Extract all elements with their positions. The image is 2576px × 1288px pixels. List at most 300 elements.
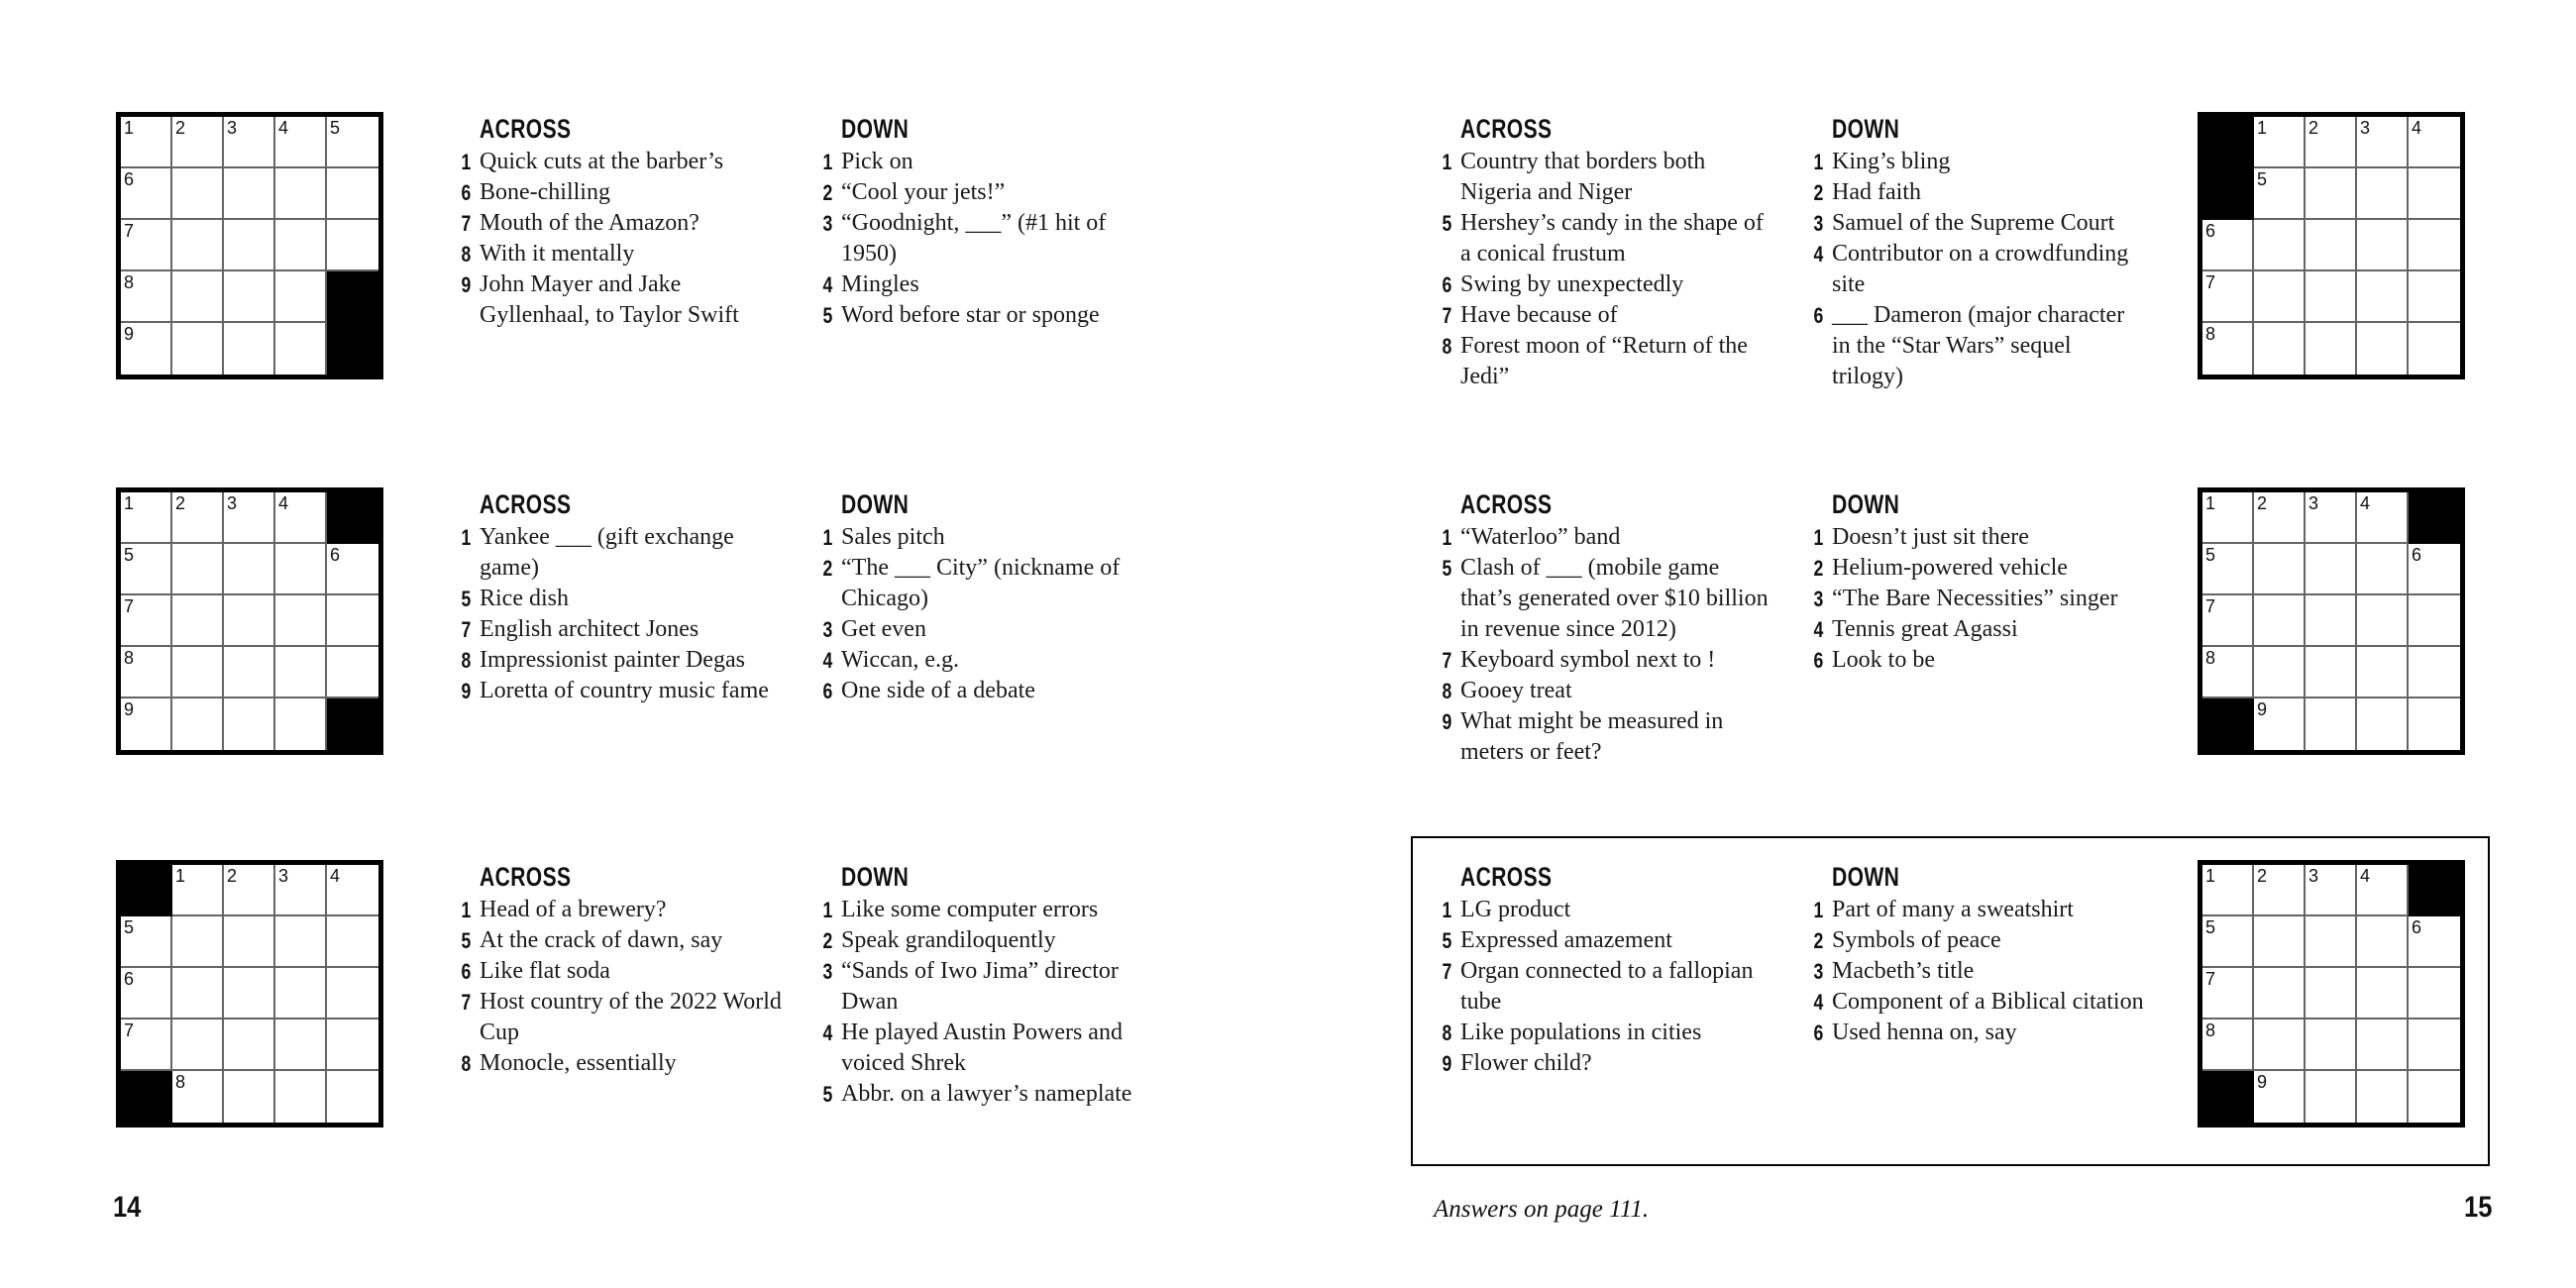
grid-cell <box>2202 647 2254 698</box>
grid-cell <box>2306 865 2357 916</box>
clue-number-text: 8 <box>1442 1020 1451 1045</box>
clue <box>1427 269 1775 300</box>
clue-number-text: 2 <box>1813 928 1823 953</box>
cell-number: 3 <box>2308 866 2319 886</box>
grid-cell <box>121 168 172 220</box>
cell-number: 7 <box>2205 272 2216 292</box>
grid-cell <box>2254 968 2306 1020</box>
clue <box>807 645 1156 676</box>
cell-number: 2 <box>175 493 186 513</box>
clue-number-text: 1 <box>1813 898 1823 922</box>
clue-number-text: 9 <box>1442 709 1451 734</box>
clue-text: Component of a Biblical citation <box>1832 989 2144 1015</box>
clue-number-text: 7 <box>461 617 471 642</box>
across-heading <box>1460 862 1775 892</box>
clue-text: Like some computer errors <box>841 897 1099 922</box>
clue-number-text: 4 <box>822 1020 832 1045</box>
clue-number <box>446 584 471 614</box>
clue-text: Host country of the 2022 World Cup <box>480 989 782 1045</box>
grid-cell <box>2357 117 2409 168</box>
clue-number <box>1798 300 1823 392</box>
down-clues-puzzle-1 <box>807 114 1156 331</box>
clue-text: “The Bare Necessities” singer <box>1832 586 2118 611</box>
clue <box>807 956 1156 1018</box>
grid-cell <box>172 492 224 544</box>
clue-number-text: 5 <box>461 587 471 611</box>
clue-number <box>446 676 471 706</box>
clue <box>1427 1018 1775 1048</box>
clue <box>1427 522 1775 553</box>
grid-cell <box>2357 220 2409 271</box>
black-square <box>2409 865 2460 916</box>
clue-number <box>1798 239 1823 300</box>
clue-number <box>1798 177 1823 208</box>
clue <box>807 269 1156 300</box>
clue-text: Rice dish <box>480 586 569 611</box>
clue-number <box>446 147 471 177</box>
grid-cell <box>2409 271 2460 323</box>
grid-cell <box>172 865 224 916</box>
clue-number <box>446 1048 471 1079</box>
crossword-grid-puzzle-2 <box>116 487 383 755</box>
clue-number <box>1798 208 1823 239</box>
grid-cell <box>2306 647 2357 698</box>
grid-cell <box>2409 916 2460 968</box>
clue <box>1798 987 2147 1018</box>
across-heading <box>480 114 795 144</box>
clue <box>1798 147 2147 177</box>
clue-number <box>807 553 832 614</box>
clue-number <box>1427 925 1451 956</box>
clue-text: Clash of ___ (mobile game that’s generated over $10 billion in revenue since 2012) <box>1460 555 1769 642</box>
clue-number-text: 4 <box>822 272 832 297</box>
clue-number-text: 1 <box>822 525 832 550</box>
clue-number-text: 3 <box>822 211 832 236</box>
cell-number: 5 <box>2205 545 2216 565</box>
cell-number: 7 <box>124 221 135 241</box>
clue-number-text: 2 <box>822 556 832 581</box>
clue-text: Impressionist painter Degas <box>480 647 745 673</box>
clue-text: Speak grandiloquently <box>841 927 1056 953</box>
grid-cell <box>275 968 327 1020</box>
clue-text: Flower child? <box>1460 1050 1592 1076</box>
down-heading <box>841 862 1156 892</box>
clue-number <box>1427 208 1451 269</box>
clue-text: Keyboard symbol next to ! <box>1460 647 1716 673</box>
clue-number-text: 7 <box>1442 648 1451 673</box>
clue-number <box>1798 956 1823 987</box>
clue-number <box>1798 1018 1823 1048</box>
clue-text: Like flat soda <box>480 958 610 984</box>
clue-number-text: 6 <box>1813 303 1823 328</box>
clue-number-text: 3 <box>1813 587 1823 611</box>
across-heading-label: ACROSS <box>480 489 572 519</box>
clue-text: Contributor on a crowdfunding site <box>1832 241 2129 297</box>
grid-cell <box>2357 168 2409 220</box>
clue-text: “Waterloo” band <box>1460 524 1621 550</box>
clue <box>1798 1018 2147 1048</box>
clue-number <box>807 300 832 331</box>
cell-number: 8 <box>2205 1020 2216 1040</box>
grid-cell <box>2409 647 2460 698</box>
clue-number-text: 5 <box>1442 556 1451 581</box>
cell-number: 3 <box>227 118 238 138</box>
cell-number: 8 <box>124 272 135 292</box>
grid-cell <box>172 698 224 750</box>
clue-text: Sales pitch <box>841 524 945 550</box>
grid-cell <box>2254 117 2306 168</box>
clue-number-text: 4 <box>1813 242 1823 267</box>
across-heading-label: ACROSS <box>480 862 572 892</box>
cell-number: 1 <box>124 118 135 138</box>
across-clues-puzzle-3 <box>446 862 795 1079</box>
cell-number: 1 <box>2205 493 2216 513</box>
clue <box>1427 895 1775 925</box>
grid-cell <box>327 647 378 698</box>
clue-number-text: 3 <box>822 617 832 642</box>
cell-number: 4 <box>278 118 289 138</box>
grid-cell <box>2409 968 2460 1020</box>
grid-cell <box>2254 1071 2306 1123</box>
clue <box>1427 706 1775 768</box>
clue <box>446 676 795 706</box>
down-clues-puzzle-3 <box>807 862 1156 1110</box>
clue <box>1427 1048 1775 1079</box>
grid-cell <box>275 647 327 698</box>
clue-text: Gooey treat <box>1460 678 1572 703</box>
cell-number: 4 <box>2412 118 2422 138</box>
clue-number-text: 4 <box>1813 990 1823 1015</box>
clue-number-text: 6 <box>1442 272 1451 297</box>
clue-number-text: 2 <box>822 928 832 953</box>
grid-cell <box>2357 544 2409 595</box>
clue <box>1798 584 2147 614</box>
clue <box>446 987 795 1048</box>
clue-number <box>446 895 471 925</box>
crossword-grid-puzzle-6 <box>2198 860 2465 1127</box>
grid-cell <box>327 1020 378 1071</box>
grid-cell <box>224 698 275 750</box>
clue-text: Symbols of peace <box>1832 927 2001 953</box>
grid-cell <box>2254 595 2306 647</box>
grid-cell <box>2306 117 2357 168</box>
clue-number <box>1427 147 1451 208</box>
clue <box>807 553 1156 614</box>
clue <box>1798 300 2147 392</box>
black-square <box>2202 1071 2254 1123</box>
cell-number: 7 <box>2205 969 2216 989</box>
clue-text: Expressed amazement <box>1460 927 1672 953</box>
clue-number-text: 5 <box>1442 928 1451 953</box>
cell-number: 6 <box>124 169 135 189</box>
clue-number <box>807 645 832 676</box>
grid-cell <box>275 492 327 544</box>
grid-cell <box>327 544 378 595</box>
clue <box>807 522 1156 553</box>
down-heading <box>1832 862 2147 892</box>
cell-number: 1 <box>124 493 135 513</box>
down-heading-label: DOWN <box>1832 114 1900 144</box>
clue-number <box>446 239 471 269</box>
clue-text: At the crack of dawn, say <box>480 927 723 953</box>
across-heading <box>1460 114 1775 144</box>
clue-number <box>807 1079 832 1110</box>
clue-number <box>1427 645 1451 676</box>
clue-number <box>446 645 471 676</box>
clue-number <box>1427 1018 1451 1048</box>
clue-text: “Cool your jets!” <box>841 179 1006 205</box>
clue-text: Word before star or sponge <box>841 302 1100 328</box>
clue-number <box>446 177 471 208</box>
grid-cell <box>2357 595 2409 647</box>
grid-cell <box>2202 865 2254 916</box>
clue <box>1427 331 1775 392</box>
grid-cell <box>224 916 275 968</box>
down-heading-label: DOWN <box>841 114 910 144</box>
cell-number: 5 <box>2257 169 2268 189</box>
grid-cell <box>2357 492 2409 544</box>
grid-cell <box>2254 492 2306 544</box>
grid-cell <box>275 1020 327 1071</box>
clue-number-text: 9 <box>461 272 471 297</box>
grid-cell <box>275 220 327 271</box>
clue-number-text: 3 <box>822 959 832 984</box>
clue-number <box>446 925 471 956</box>
clue-number-text: 8 <box>461 242 471 267</box>
cell-number: 7 <box>124 596 135 616</box>
clue-text: Have because of <box>1460 302 1618 328</box>
grid-cell <box>172 220 224 271</box>
clue-number-text: 1 <box>461 525 471 550</box>
black-square <box>327 271 378 323</box>
grid-cell <box>2306 968 2357 1020</box>
down-clues-puzzle-6 <box>1798 862 2147 1048</box>
clue-number-text: 1 <box>822 898 832 922</box>
clue <box>1798 177 2147 208</box>
clue <box>807 1079 1156 1110</box>
grid-cell <box>327 968 378 1020</box>
clue-number-text: 9 <box>461 679 471 703</box>
clue <box>1427 553 1775 645</box>
clue <box>807 925 1156 956</box>
clue <box>807 300 1156 331</box>
clue-number <box>446 522 471 584</box>
grid-cell <box>2254 698 2306 750</box>
clue-text: ___ Dameron (major character in the “Star Wars” sequel trilogy) <box>1832 302 2125 389</box>
clue <box>446 956 795 987</box>
grid-cell <box>224 1071 275 1123</box>
clue <box>807 614 1156 645</box>
grid-cell <box>172 968 224 1020</box>
grid-cell <box>2202 323 2254 375</box>
clue-number-text: 7 <box>1442 959 1451 984</box>
clue-number <box>807 208 832 269</box>
across-heading <box>480 489 795 519</box>
grid-cell <box>2409 1020 2460 1071</box>
grid-cell <box>2202 220 2254 271</box>
grid-cell <box>172 1071 224 1123</box>
grid-cell <box>2254 1020 2306 1071</box>
grid-cell <box>275 916 327 968</box>
clue-number-text: 3 <box>1813 211 1823 236</box>
clue <box>807 177 1156 208</box>
cell-number: 5 <box>330 118 341 138</box>
grid-cell <box>2306 698 2357 750</box>
across-heading-label: ACROSS <box>1460 489 1553 519</box>
clue <box>1798 614 2147 645</box>
clue-number <box>446 987 471 1048</box>
clue-number <box>1798 522 1823 553</box>
grid-cell <box>224 1020 275 1071</box>
clue-number <box>807 522 832 553</box>
grid-cell <box>327 916 378 968</box>
clue <box>446 269 795 331</box>
grid-cell <box>2409 698 2460 750</box>
grid-cell <box>172 647 224 698</box>
clue <box>807 895 1156 925</box>
clue-text: Part of many a sweatshirt <box>1832 897 2074 922</box>
cell-number: 4 <box>330 866 341 886</box>
cell-number: 5 <box>124 917 135 937</box>
across-clues-puzzle-2 <box>446 489 795 706</box>
clue-text: English architect Jones <box>480 616 699 642</box>
clue-text: Macbeth’s title <box>1832 958 1975 984</box>
clue <box>1798 645 2147 676</box>
clue <box>446 1048 795 1079</box>
cell-number: 2 <box>2257 866 2268 886</box>
clue-number <box>1798 925 1823 956</box>
grid-cell <box>2409 1071 2460 1123</box>
clue-text: Wiccan, e.g. <box>841 647 959 673</box>
clue-text: He played Austin Powers and voiced Shrek <box>841 1020 1123 1076</box>
cell-number: 7 <box>2205 596 2216 616</box>
crossword-grid-puzzle-5 <box>2198 487 2465 755</box>
grid-cell <box>2357 1071 2409 1123</box>
clue <box>446 645 795 676</box>
clue <box>1798 895 2147 925</box>
clue-number <box>1427 300 1451 331</box>
clue-text: “Goodnight, ___” (#1 hit of 1950) <box>841 210 1107 267</box>
grid-cell <box>2357 323 2409 375</box>
clue-number <box>1798 553 1823 584</box>
clue-number <box>1427 331 1451 392</box>
grid-cell <box>224 271 275 323</box>
grid-cell <box>327 595 378 647</box>
across-clues-puzzle-1 <box>446 114 795 331</box>
grid-cell <box>327 865 378 916</box>
clue-number-text: 2 <box>822 180 832 205</box>
cell-number: 5 <box>124 545 135 565</box>
grid-cell <box>2409 220 2460 271</box>
grid-cell <box>172 323 224 375</box>
down-heading-label: DOWN <box>841 862 910 892</box>
black-square <box>2409 492 2460 544</box>
grid-cell <box>224 117 275 168</box>
grid-cell <box>2202 1020 2254 1071</box>
down-heading-label: DOWN <box>841 489 910 519</box>
grid-cell <box>2306 168 2357 220</box>
clue-number <box>807 895 832 925</box>
down-heading <box>1832 114 2147 144</box>
grid-cell <box>2306 595 2357 647</box>
clue-number <box>1798 147 1823 177</box>
answers-note: Answers on page 111. <box>1434 1196 1650 1223</box>
clue <box>1798 956 2147 987</box>
clue-number-text: 1 <box>1442 150 1451 174</box>
across-heading-label: ACROSS <box>480 114 572 144</box>
grid-cell <box>2306 323 2357 375</box>
clue <box>1427 147 1775 208</box>
cell-number: 9 <box>2257 1072 2268 1092</box>
clue-number-text: 6 <box>1813 1020 1823 1045</box>
clue <box>446 177 795 208</box>
cell-number: 9 <box>124 699 135 719</box>
cell-number: 2 <box>227 866 238 886</box>
cell-number: 8 <box>2205 324 2216 344</box>
crossword-grid-puzzle-1 <box>116 112 383 379</box>
grid-cell <box>172 271 224 323</box>
cell-number: 6 <box>124 969 135 989</box>
grid-cell <box>2357 968 2409 1020</box>
clue-text: Swing by unexpectedly <box>1460 271 1684 297</box>
grid-cell <box>224 968 275 1020</box>
clue-number <box>807 614 832 645</box>
down-heading <box>841 489 1156 519</box>
clue-number-text: 8 <box>461 1051 471 1076</box>
clue <box>446 925 795 956</box>
black-square <box>121 1071 172 1123</box>
grid-cell <box>275 117 327 168</box>
black-square <box>327 492 378 544</box>
clue-number-text: 7 <box>461 990 471 1015</box>
clue-number <box>446 614 471 645</box>
cell-number: 3 <box>2308 493 2319 513</box>
clue-text: One side of a debate <box>841 678 1035 703</box>
grid-cell <box>2306 220 2357 271</box>
grid-cell <box>2254 647 2306 698</box>
clue <box>1798 553 2147 584</box>
clue-number-text: 8 <box>461 648 471 673</box>
grid-cell <box>2409 168 2460 220</box>
clue <box>1427 208 1775 269</box>
cell-number: 6 <box>2412 545 2422 565</box>
grid-cell <box>2357 698 2409 750</box>
clue-number <box>1798 895 1823 925</box>
grid-cell <box>2357 865 2409 916</box>
clue-text: Bone-chilling <box>480 179 610 205</box>
grid-cell <box>275 865 327 916</box>
clue-text: Quick cuts at the barber’s <box>480 149 724 174</box>
cell-number: 2 <box>2308 118 2319 138</box>
grid-cell <box>275 595 327 647</box>
cell-number: 8 <box>2205 648 2216 668</box>
black-square <box>2202 698 2254 750</box>
clue-number-text: 1 <box>1813 150 1823 174</box>
clue <box>807 147 1156 177</box>
cell-number: 2 <box>175 118 186 138</box>
grid-cell <box>275 271 327 323</box>
clue <box>1798 522 2147 553</box>
grid-cell <box>275 1071 327 1123</box>
grid-cell <box>224 492 275 544</box>
clue <box>807 208 1156 269</box>
clue-text: Samuel of the Supreme Court <box>1832 210 2115 236</box>
grid-cell <box>172 916 224 968</box>
clue-text: Helium-powered vehicle <box>1832 555 2068 581</box>
cell-number: 4 <box>2360 866 2371 886</box>
clue-number-text: 6 <box>461 959 471 984</box>
grid-cell <box>2254 271 2306 323</box>
